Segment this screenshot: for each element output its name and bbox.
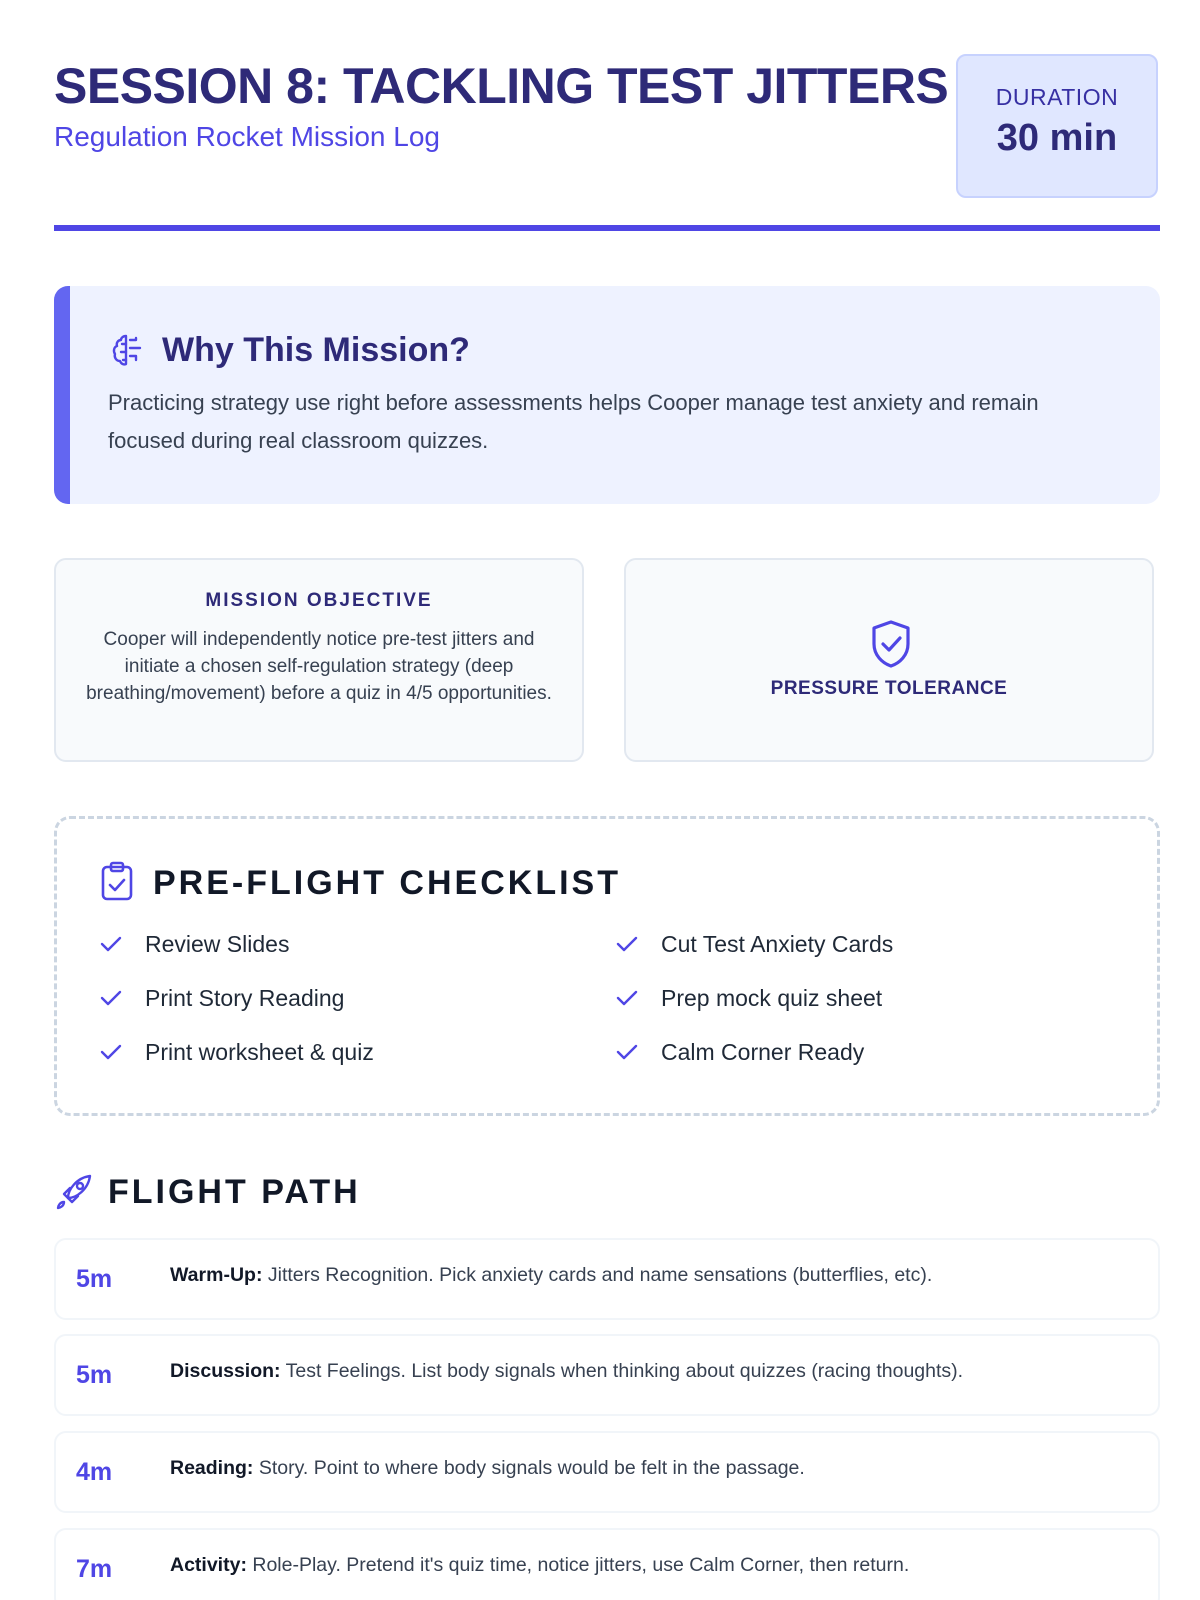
- focus-skill-card: [624, 558, 1154, 762]
- flight-step: [54, 1431, 1160, 1513]
- flight-step: [54, 1334, 1160, 1416]
- accent-bar: [54, 286, 70, 504]
- step-duration: 4m: [76, 1458, 113, 1486]
- clipboard-check-icon: [99, 861, 135, 901]
- why-text: Practicing strategy use right before assessments helps Cooper manage test anxiety and remain focused during real classroom quizzes.: [108, 390, 1039, 453]
- checklist-item-label: Prep mock quiz sheet: [661, 985, 883, 1011]
- check-icon: [615, 1041, 639, 1063]
- step-name: Activity:: [170, 1554, 247, 1576]
- step-name: Reading:: [170, 1457, 254, 1479]
- duration-badge: [956, 54, 1158, 198]
- duration-value: 30 min: [996, 117, 1118, 159]
- flight-step: [54, 1528, 1160, 1600]
- why-mission-panel: [54, 286, 1160, 504]
- step-detail: Test Feelings. List body signals when thinking about quizzes (racing thoughts).: [280, 1360, 964, 1382]
- step-description: [170, 1552, 909, 1578]
- step-description: [170, 1358, 963, 1384]
- check-icon: [99, 933, 123, 955]
- check-icon: [615, 987, 639, 1009]
- objective-text: Cooper will independently notice pre-test jitters and initiate a chosen self-regulation strategy (deep breathing/movement) before a quiz in 4/5 opportunities.: [86, 629, 552, 704]
- step-name: Warm-Up:: [170, 1264, 263, 1286]
- checklist-item-label: Calm Corner Ready: [661, 1039, 865, 1065]
- checklist-title: PRE-FLIGHT CHECKLIST: [153, 864, 621, 902]
- shield-check-icon: [869, 618, 913, 670]
- checklist-item-label: Review Slides: [145, 931, 290, 957]
- step-detail: Role-Play. Pretend it's quiz time, notice jitters, use Calm Corner, then return.: [246, 1554, 910, 1576]
- check-icon: [99, 987, 123, 1009]
- page-title: SESSION 8: TACKLING TEST JITTERS: [54, 58, 949, 114]
- page-subtitle: Regulation Rocket Mission Log: [54, 121, 440, 152]
- step-detail: Jitters Recognition. Pick anxiety cards and name sensations (butterflies, etc).: [262, 1264, 933, 1286]
- step-duration: 5m: [76, 1361, 113, 1389]
- flight-step: [54, 1238, 1160, 1320]
- checklist-item-label: Print worksheet & quiz: [145, 1039, 374, 1065]
- step-duration: 7m: [76, 1555, 113, 1583]
- step-name: Discussion:: [170, 1360, 281, 1382]
- rocket-icon: [54, 1172, 94, 1212]
- duration-label: DURATION: [995, 84, 1119, 110]
- pre-flight-checklist: [54, 816, 1160, 1116]
- checklist-item-label: Print Story Reading: [145, 985, 345, 1011]
- page-header: [54, 52, 1158, 232]
- objective-heading: MISSION OBJECTIVE: [205, 590, 433, 611]
- check-icon: [99, 1041, 123, 1063]
- header-divider: [54, 225, 1160, 231]
- mission-objective-card: [54, 558, 584, 762]
- step-description: [170, 1262, 932, 1288]
- checklist-item-label: Cut Test Anxiety Cards: [661, 931, 894, 957]
- check-icon: [615, 933, 639, 955]
- why-title: Why This Mission?: [162, 331, 470, 369]
- step-description: [170, 1455, 805, 1481]
- flight-path-title: FLIGHT PATH: [108, 1173, 361, 1211]
- step-duration: 5m: [76, 1265, 113, 1293]
- focus-label: PRESSURE TOLERANCE: [770, 678, 1008, 699]
- brain-icon: [108, 330, 148, 370]
- step-detail: Story. Point to where body signals would be felt in the passage.: [253, 1457, 805, 1479]
